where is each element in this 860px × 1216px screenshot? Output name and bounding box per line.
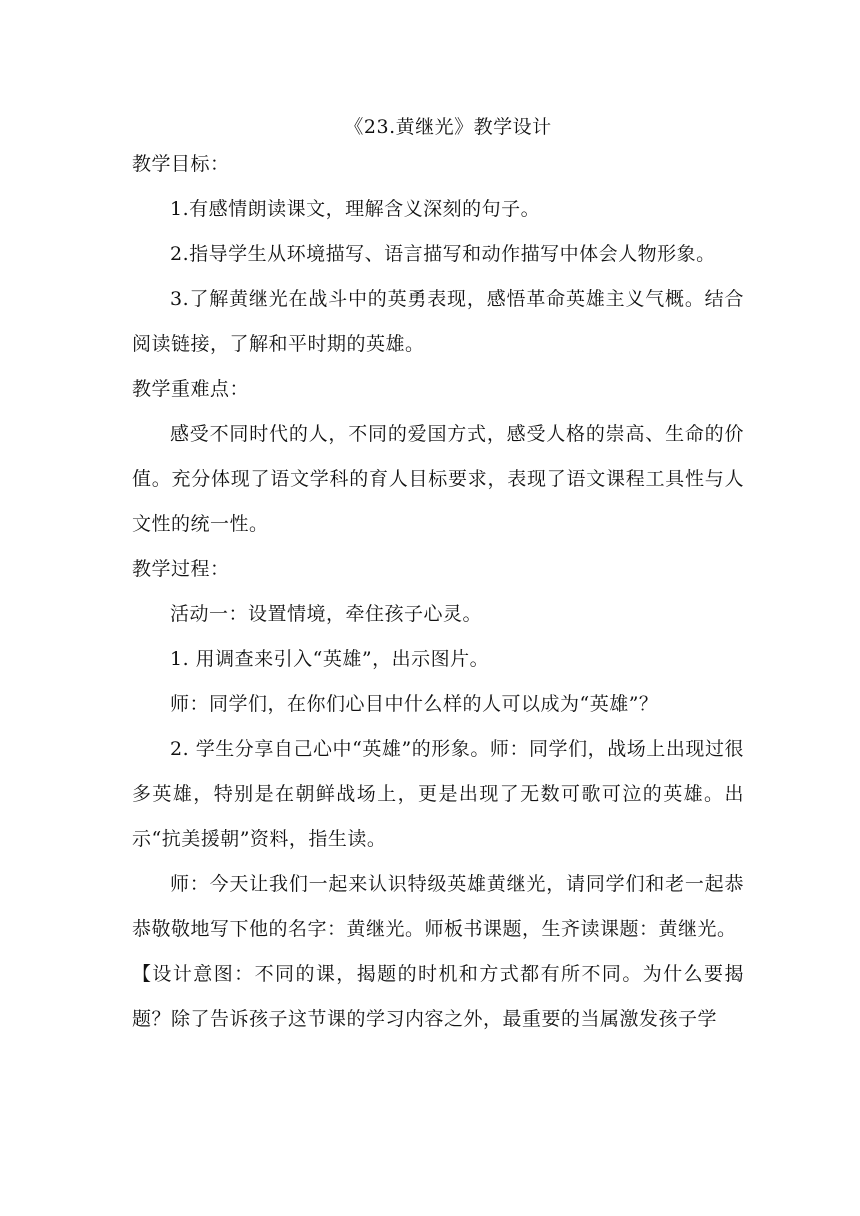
document-title: 《23.黄继光》教学设计 (344, 116, 552, 138)
goal-1: 1.有感情朗读课文，理解含义深刻的句子。 (170, 198, 541, 220)
teacher-question-1: 师：同学们，在你们心目中什么样的人可以成为“英雄”？ (170, 693, 659, 715)
goal-3: 3.了解黄继光在战斗中的英勇表现，感悟革命英雄主义气概。结合阅读链接，了解和平时期的英雄。 (132, 288, 744, 355)
key-points-heading: 教学重难点： (132, 378, 250, 400)
teacher-question-2: 师：今天让我们一起来认识特级英雄黄继光，请同学们和老一起恭恭敬敬地写下他的名字：黄继光。师板书课题，生齐读课题：黄继光。 (132, 873, 744, 940)
design-intent: 【设计意图：不同的课，揭题的时机和方式都有所不同。为什么要揭题？除了告诉孩子这节课的学习内容之外，最重要的当属激发孩子学 (132, 963, 744, 1030)
document-body (132, 112, 744, 1042)
process-heading: 教学过程： (132, 558, 230, 580)
goal-2: 2.指导学生从环境描写、语言描写和动作描写中体会人物形象。 (170, 243, 716, 265)
goals-heading: 教学目标： (132, 153, 230, 175)
key-points-text: 感受不同时代的人，不同的爱国方式，感受人格的崇高、生命的价值。充分体现了语文学科的育人目标要求，表现了语文课程工具性与人文性的统一性。 (132, 423, 744, 535)
step-2: 2. 学生分享自己心中“英雄”的形象。师：同学们，战场上出现过很多英雄，特别是在朝鲜战场上，更是出现了无数可歌可泣的英雄。出示“抗美援朝”资料，指生读。 (132, 738, 744, 850)
activity-1: 活动一：设置情境，牵住孩子心灵。 (170, 603, 483, 625)
step-1: 1. 用调查来引入“英雄”，出示图片。 (170, 648, 490, 670)
